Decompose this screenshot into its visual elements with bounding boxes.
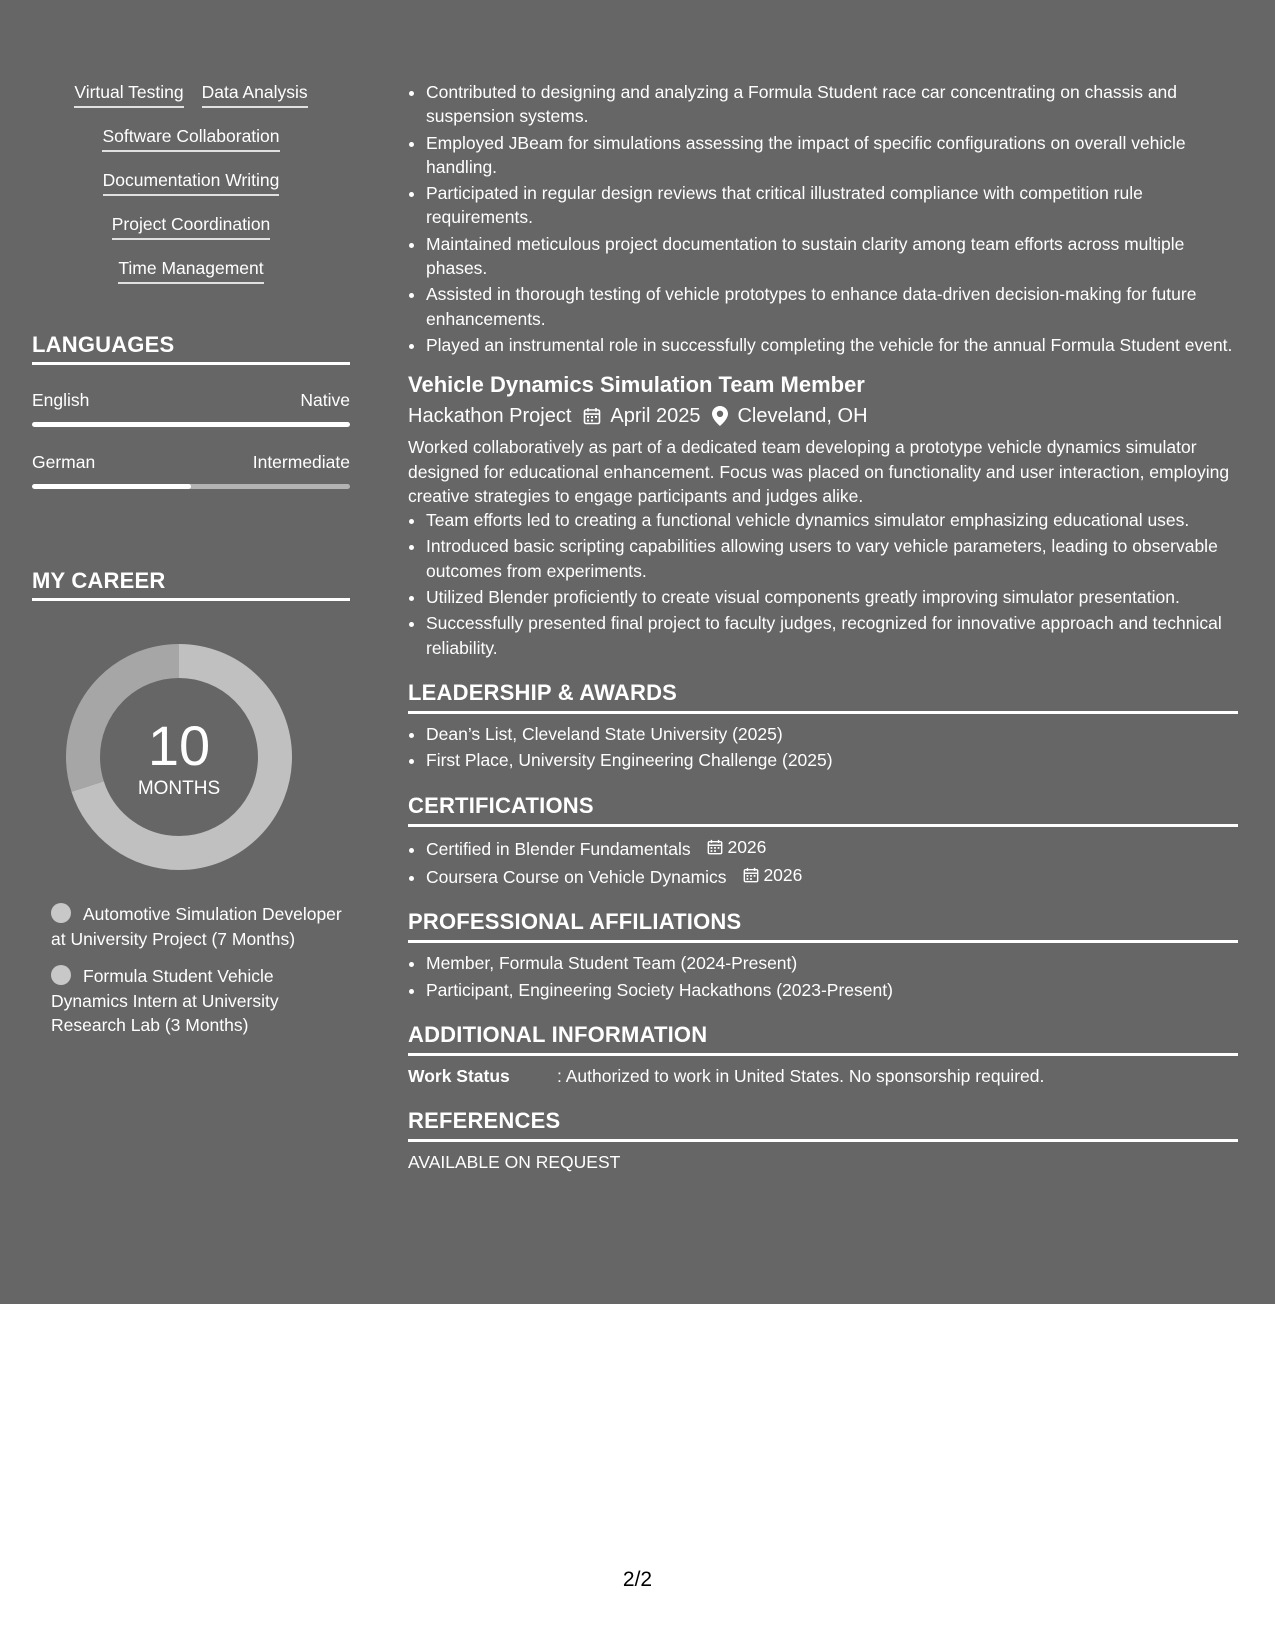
bullet-item: • Played an instrumental role in successfully completing the vehicle for the annual Formula Student event.: [426, 333, 1238, 357]
affiliation-item: • Member, Formula Student Team (2024-Present): [426, 951, 1238, 975]
work-status-row: [408, 1064, 1238, 1088]
certifications-heading: CERTIFICATIONS: [408, 793, 1238, 827]
language-proficiency-fill: [32, 422, 350, 427]
languages-heading: LANGUAGES: [32, 332, 350, 365]
career-list: [32, 902, 350, 1038]
job-bullets: [408, 508, 1238, 660]
leadership-heading: LEADERSHIP & AWARDS: [408, 680, 1238, 714]
donut-total-value: 10: [147, 714, 211, 777]
certifications-section: [408, 793, 1238, 890]
references-section: [408, 1108, 1238, 1173]
bullet-item: • Assisted in thorough testing of vehicle prototypes to enhance data-driven decision-making for future enhancements.: [426, 282, 1238, 331]
award-item: • First Place, University Engineering Challenge (2025): [426, 748, 1238, 772]
career-item: [51, 964, 350, 1038]
award-item: • Dean’s List, Cleveland State University (2025): [426, 722, 1238, 746]
certification-item: [426, 835, 1238, 861]
language-proficiency-bar: [32, 422, 350, 427]
references-text: AVAILABLE ON REQUEST: [408, 1152, 621, 1172]
bullet-item: • Team efforts led to creating a functional vehicle dynamics simulator emphasizing educational uses.: [426, 508, 1238, 532]
career-donut-chart: [66, 644, 292, 870]
certification-name: Certified in Blender Fundamentals: [426, 838, 691, 859]
language-proficiency-fill: [32, 484, 191, 489]
skill-tag: Project Coordination: [112, 212, 271, 240]
location-pin-icon: [712, 406, 728, 426]
affiliations-heading: PROFESSIONAL AFFILIATIONS: [408, 909, 1238, 943]
additional-info-section: [408, 1022, 1238, 1088]
affiliation-item: • Participant, Engineering Society Hackathons (2023-Present): [426, 978, 1238, 1002]
languages-section: [32, 332, 350, 489]
sidebar: [32, 80, 350, 1051]
work-status-value: : Authorized to work in United States. No sponsorship required.: [557, 1066, 1045, 1086]
page-number: 2/2: [622, 1568, 653, 1591]
bullet-item: • Participated in regular design reviews that critical illustrated compliance with competition rule requirements.: [426, 181, 1238, 230]
skill-tag: Data Analysis: [202, 80, 308, 108]
additional-info-heading: ADDITIONAL INFORMATION: [408, 1022, 1238, 1056]
language-level: Native: [300, 390, 350, 410]
career-item: [51, 902, 350, 951]
career-dot-icon: [51, 965, 71, 985]
career-section: [32, 568, 350, 1038]
language-item: [32, 451, 350, 489]
bullet-item: • Utilized Blender proficiently to create visual components greatly improving simulator presentation.: [426, 585, 1238, 609]
skill-tag: Software Collaboration: [102, 124, 279, 152]
bullet-item: • Successfully presented final project to faculty judges, recognized for innovative approach and technical reliability.: [426, 611, 1238, 660]
career-heading: MY CAREER: [32, 568, 350, 601]
language-level: Intermediate: [252, 452, 350, 472]
certification-name: Coursera Course on Vehicle Dynamics: [426, 867, 727, 888]
bullet-item: • Maintained meticulous project documentation to sustain clarity among team efforts across multiple phases.: [426, 232, 1238, 281]
skill-tag: Documentation Writing: [103, 168, 280, 196]
bullet-item: • Employed JBeam for simulations assessing the impact of specific configurations on overall vehicle handling.: [426, 131, 1238, 180]
job-title: Vehicle Dynamics Simulation Team Member: [408, 372, 865, 398]
career-item-text: Automotive Simulation Developer at University Project (7 Months): [51, 904, 342, 949]
references-heading: REFERENCES: [408, 1108, 1238, 1142]
certification-year: 2026: [727, 836, 767, 857]
job-meta: [408, 402, 1238, 430]
skill-tag: Time Management: [118, 256, 263, 284]
bullet-item: • Contributed to designing and analyzing a Formula Student race car concentrating on chassis and suspension systems.: [426, 80, 1238, 129]
main-content: [408, 80, 1238, 1173]
language-item: [32, 389, 350, 427]
career-dot-icon: [51, 903, 71, 923]
skills-list: [32, 80, 350, 284]
job-location: Cleveland, OH: [737, 405, 868, 428]
job-summary: Worked collaboratively as part of a dedicated team developing a prototype vehicle dynamics simulator designed for educational enhancement. Focus was placed on functionality and user interaction, employing creative strategies to engage participants and judges alike.: [408, 437, 1230, 506]
job-date: April 2025: [610, 405, 701, 428]
previous-job-bullets: [408, 80, 1238, 357]
bullet-item: • Introduced basic scripting capabilities allowing users to vary vehicle parameters, leading to observable outcomes from experiments.: [426, 534, 1238, 583]
job-company: Hackathon Project: [408, 405, 572, 428]
language-name: English: [32, 390, 90, 410]
certification-item: [426, 863, 1238, 889]
certification-year: 2026: [763, 864, 803, 885]
job-entry: [408, 371, 1238, 660]
language-proficiency-bar: [32, 484, 350, 489]
skill-tag: Virtual Testing: [74, 80, 183, 108]
calendar-icon: [743, 867, 759, 883]
career-item-text: Formula Student Vehicle Dynamics Intern at University Research Lab (3 Months): [51, 966, 279, 1035]
work-status-label: Work Status: [408, 1066, 510, 1086]
language-name: German: [32, 452, 96, 472]
leadership-section: [408, 680, 1238, 773]
affiliations-section: [408, 909, 1238, 1002]
calendar-icon: [583, 407, 601, 425]
donut-total-unit: MONTHS: [137, 778, 221, 799]
calendar-icon: [707, 839, 723, 855]
